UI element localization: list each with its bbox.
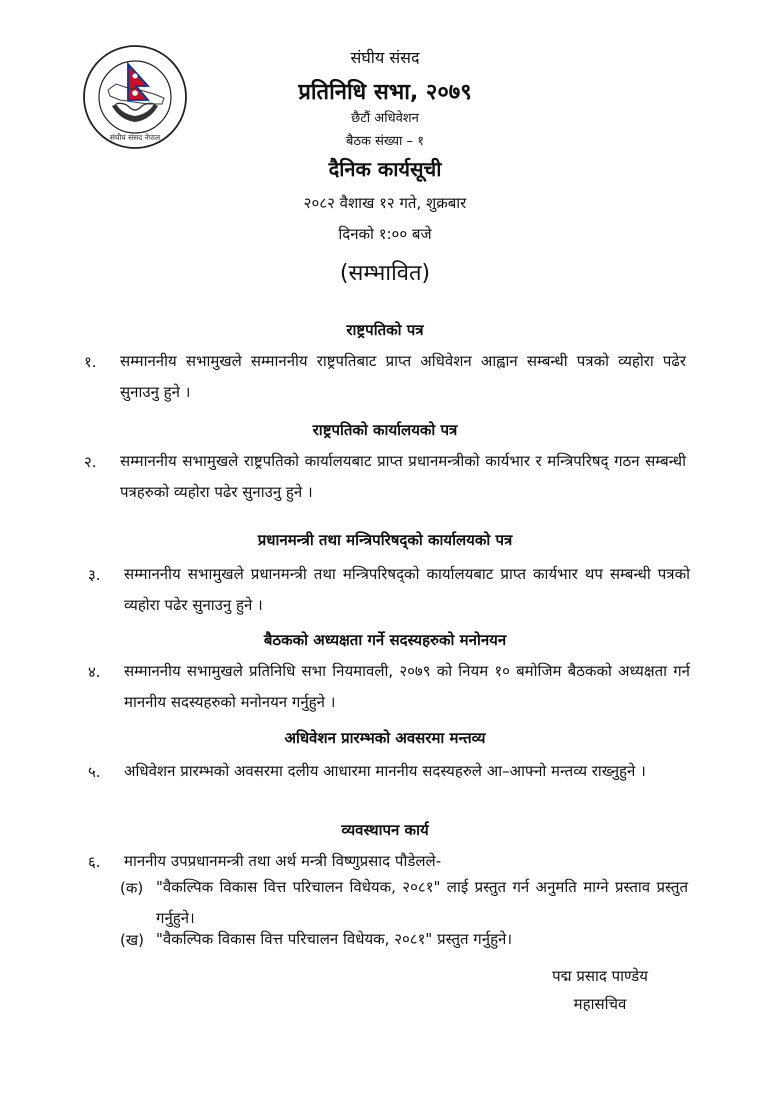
item-number: ४. [88, 663, 101, 681]
item-number: १. [84, 353, 97, 371]
item-number: २. [84, 453, 97, 471]
agenda-item-text: सम्माननीय सभामुखले राष्ट्रपतिको कार्यालयबाट प्राप्त प्रधानमन्त्रीको कार्यभार र मन्त्रिपरिषद् गठन सम्बन्धी पत्रहरुको व्यहोरा पढेर सुनाउनु हुने । [120, 452, 686, 501]
session-label: छैटौं अधिवेशन [351, 111, 419, 126]
agenda-item-text: सम्माननीय सभामुखले प्रतिनिधि सभा नियमावली, २०७९ को नियम १० बमोजिम बैठकको अध्यक्षता गर्न माननीय सदस्यहरुको मनोनयन गर्नुहुने । [124, 662, 690, 711]
subitem-label: (क) [120, 879, 144, 897]
agenda-item-text: सम्माननीय सभामुखले प्रधानमन्त्री तथा मन्त्रिपरिषद्को कार्यालयबाट प्राप्त कार्यभार थप सम्बन्धी पत्रको व्यहोरा पढेर सुनाउनु हुने । [124, 565, 690, 614]
meeting-number: बैठक संख्या – १ [346, 134, 424, 149]
signatory-title: महासचिव [573, 995, 627, 1013]
agenda-item-text: माननीय उपप्रधानमन्त्री तथा अर्थ मन्त्री विष्णुप्रसाद पौडेलले- [124, 852, 442, 870]
agenda-item-text: सम्माननीय सभामुखले सम्माननीय राष्ट्रपतिबाट प्राप्त अधिवेशन आह्वान सम्बन्धी पत्रको व्यहोरा पढेर सुनाउनु हुने । [120, 352, 686, 401]
section-heading: प्रधानमन्त्री तथा मन्त्रिपरिषद्को कार्यालयको पत्र [257, 531, 513, 549]
org-name: संघीय संसद [350, 48, 420, 67]
tentative-label: (सम्भावित) [339, 261, 431, 286]
section-heading: राष्ट्रपतिको कार्यालयको पत्र [312, 421, 458, 439]
subitem-text: "वैकल्पिक विकास वित्त परिचालन विधेयक, २०८१" प्रस्तुत गर्नुहुने। [156, 930, 513, 948]
agenda-item-text: अधिवेशन प्रारम्भको अवसरमा दलीय आधारमा माननीय सदस्यहरुले आ–आफ्नो मन्तव्य राख्नुहुने । [124, 762, 646, 780]
logo-caption: संघीय संसद नेपाल [109, 133, 161, 142]
section-heading: व्यवस्थापन कार्य [341, 821, 429, 839]
section-heading: बैठकको अध्यक्षता गर्ने सदस्यहरुको मनोनयन [263, 631, 507, 649]
agenda-title: दैनिक कार्यसूची [328, 157, 442, 181]
subitem-text: "वैकल्पिक विकास वित्त परिचालन विधेयक, २०८१" लाई प्रस्तुत गर्न अनुमति माग्ने प्रस्ताव प्रस्तुत गर्नुहुने। [156, 878, 688, 927]
section-heading: राष्ट्रपतिको पत्र [346, 321, 424, 339]
subitem-label: (ख) [120, 931, 144, 949]
house-title: प्रतिनिधि सभा, २०७९ [298, 80, 472, 105]
item-number: ३. [88, 566, 101, 584]
signatory-name: पद्म प्रसाद पाण्डेय [552, 967, 648, 985]
section-heading: अधिवेशन प्रारम्भको अवसरमा मन्तव्य [284, 729, 486, 747]
item-number: ६. [88, 853, 101, 871]
meeting-time: दिनको १:०० बजे [338, 225, 432, 243]
meeting-date: २०८२ वैशाख १२ गते, शुक्रबार [303, 194, 467, 212]
item-number: ५. [88, 763, 101, 781]
